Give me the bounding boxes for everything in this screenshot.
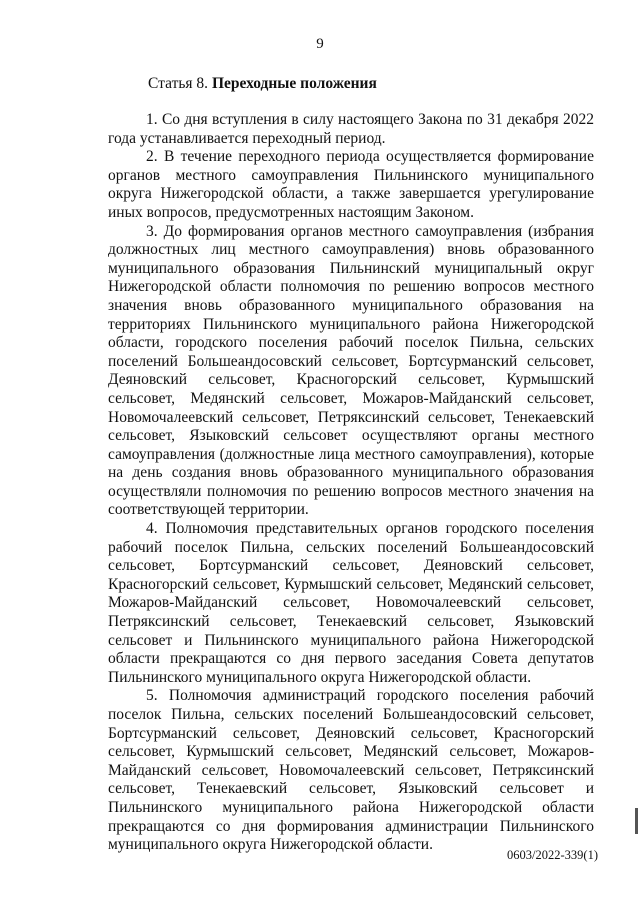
page-number: 9 xyxy=(316,36,324,52)
article-title: Переходные положения xyxy=(211,75,377,92)
article-heading xyxy=(148,74,377,94)
paragraph-3: 3. До формирования органов местного самоуправления (избрания должностных лиц местного самоуправления) вновь образованного муниципального образования Пильнинский муниципальный округ Нижегородской области полномочия по решению вопросов местного значения вновь образованного муниципального образования на территориях Пильнинского муниципального района Нижегородской области, городского поселения рабочий поселок Пильна, сельских поселений Большеандосовский сельсовет, Бортсурманский сельсовет, Деяновский сельсовет, Красногорский сельсовет, Курмышский сельсовет, Медянский сельсовет, Можаров-Майданский сельсовет, Новомочалеевский сельсовет, Петряксинский сельсовет, Тенекаевский сельсовет, Языковский сельсовет осуществляют органы местного самоуправления (должностные лица местного самоуправления), которые на день создания вновь образованного муниципального образования осуществляли полномочия по решению вопросов местного значения на соответствующей территории. xyxy=(108,222,594,519)
scan-edge-mark xyxy=(635,808,638,834)
article-label: Статья 8. xyxy=(148,75,209,92)
paragraph-4: 4. Полномочия представительных органов городского поселения рабочий поселок Пильна, сельских поселений Большеандосовский сельсовет, Бортсурманский сельсовет, Деяновский сельсовет, Красногорский сельсовет, Курмышский сельсовет, Медянский сельсовет, Можаров-Майданский сельсовет, Новомочалеевский сельсовет, Петряксинский сельсовет, Тенекаевский сельсовет, Языковский сельсовет и Пильнинского муниципального района Нижегородской области прекращаются со дня первого заседания Совета депутатов Пильнинского муниципального округа Нижегородской области. xyxy=(108,520,594,686)
paragraph-5: 5. Полномочия администраций городского поселения рабочий поселок Пильна, сельских поселений Большеандосовский сельсовет, Бортсурманский сельсовет, Деяновский сельсовет, Красногорский сельсовет, Курмышский сельсовет, Медянский сельсовет, Можаров-Майданский сельсовет, Новомочалеевский сельсовет, Петряксинский сельсовет, Тенекаевский сельсовет, Языковский сельсовет и Пильнинского муниципального района Нижегородской области прекращаются со дня формирования администрации Пильнинского муниципального округа Нижегородской области. xyxy=(108,687,594,854)
paragraph-2: 2. В течение переходного периода осуществляется формирование органов местного самоуправления Пильнинского муниципального округа Нижегородской области, а также завершается урегулирование иных вопросов, предусмотренных настоящим Законом. xyxy=(108,148,594,221)
article-body xyxy=(108,111,594,855)
document-code: 0603/2022-339(1) xyxy=(507,848,598,862)
paragraph-1: 1. Со дня вступления в силу настоящего Закона по 31 декабря 2022 года устанавливается переходный период. xyxy=(108,111,594,147)
